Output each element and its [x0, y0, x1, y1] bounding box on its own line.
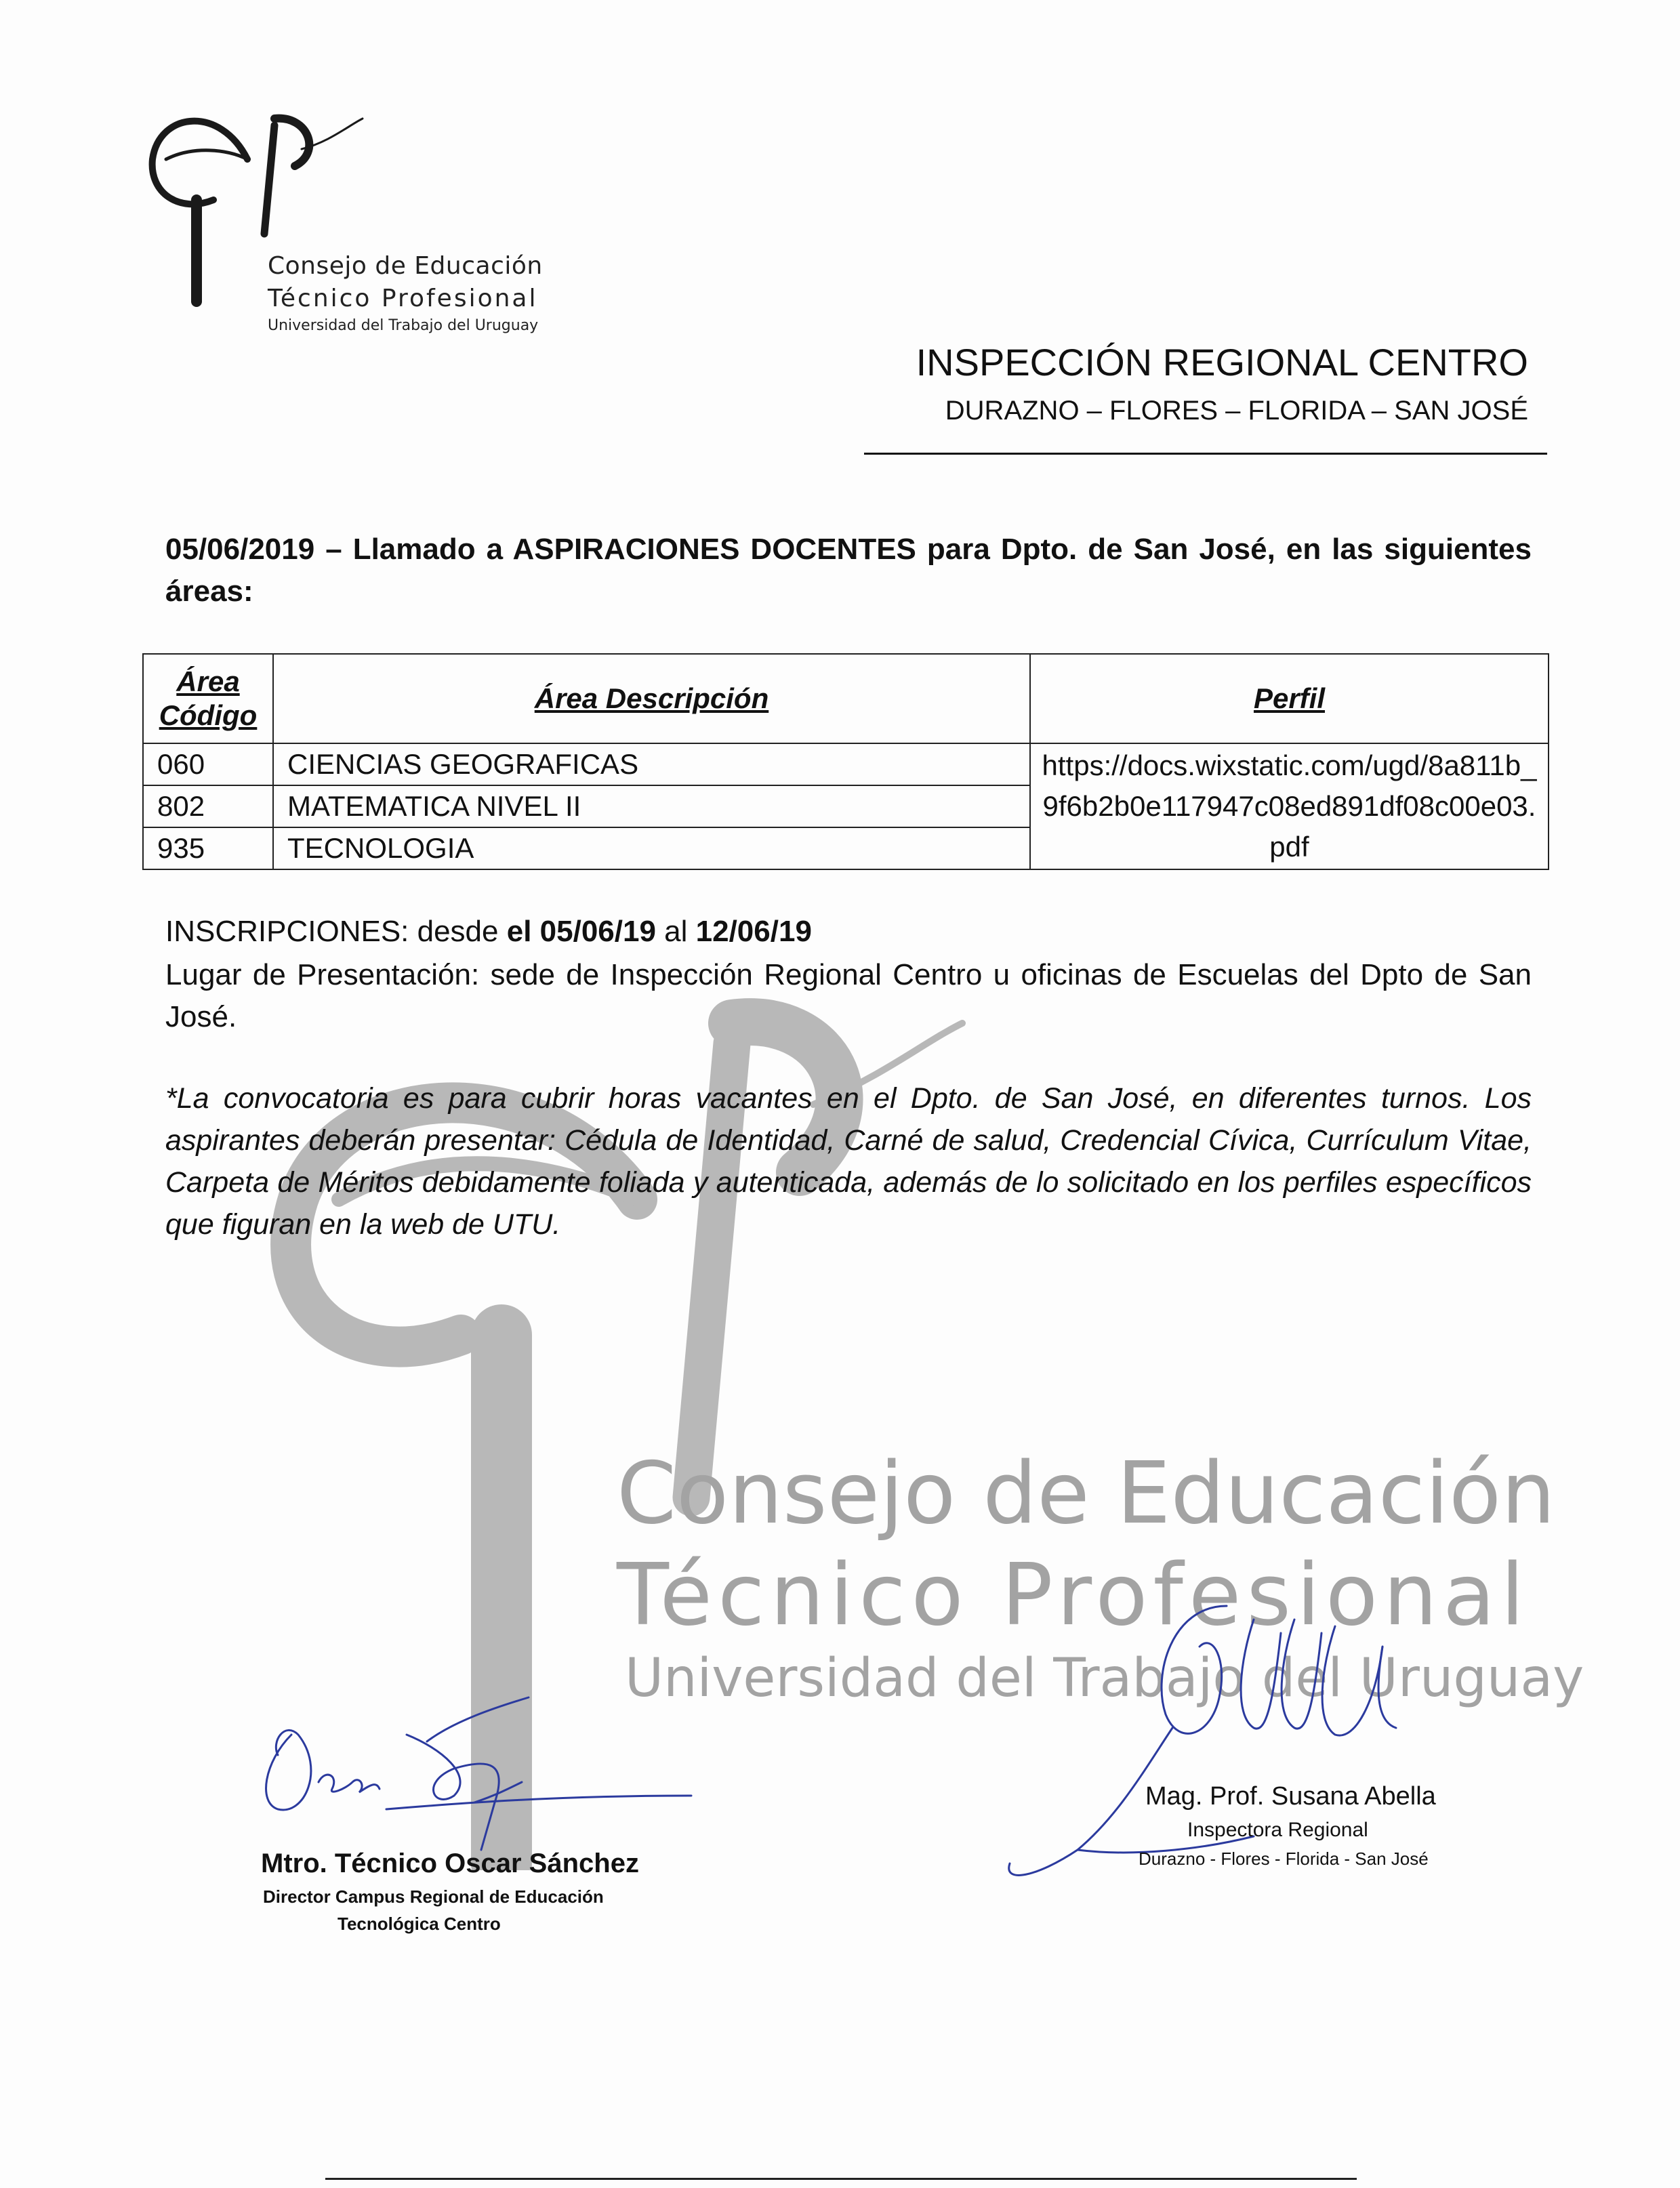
watermark-line-1: Consejo de Educación [617, 1443, 1555, 1543]
inscripciones-to-date: 12/06/19 [695, 915, 812, 948]
header-divider [864, 453, 1547, 455]
signer-right-name: Mag. Prof. Susana Abella [1145, 1782, 1436, 1811]
logo-org-line-2: Técnico Profesional [268, 285, 538, 312]
signer-left-role-line-1: Director Campus Regional de Educación [263, 1886, 604, 1907]
column-header-perfil: Perfil [1030, 654, 1549, 743]
cell-codigo: 802 [143, 785, 273, 827]
logo-org-line-3: Universidad del Trabajo del Uruguay [268, 317, 539, 334]
cell-codigo: 935 [143, 827, 273, 869]
column-header-descripcion: Área Descripción [273, 654, 1030, 743]
inspection-subtitle: DURAZNO – FLORES – FLORIDA – SAN JOSÉ [945, 396, 1528, 426]
footer-divider [325, 2178, 1357, 2180]
logo-org-line-1: Consejo de Educación [268, 252, 543, 280]
watermark-line-2: Técnico Profesional [617, 1545, 1530, 1645]
signer-left-name: Mtro. Técnico Oscar Sánchez [261, 1849, 639, 1878]
inscripciones-line [165, 915, 812, 949]
column-header-codigo-line-1: Área [176, 665, 240, 697]
cell-descripcion: TECNOLOGIA [273, 827, 1030, 869]
watermark-line-3: Universidad del Trabajo del Uruguay [625, 1648, 1584, 1709]
table-header-row [143, 654, 1549, 743]
column-header-codigo [143, 654, 273, 743]
cell-descripcion: MATEMATICA NIVEL II [273, 785, 1030, 827]
cell-descripcion: CIENCIAS GEOGRAFICAS [273, 743, 1030, 785]
signer-right-region: Durazno - Flores - Florida - San José [1139, 1849, 1429, 1869]
column-header-codigo-line-2: Código [159, 699, 258, 731]
signer-right-role: Inspectora Regional [1187, 1819, 1368, 1841]
perfil-link[interactable]: https://docs.wixstatic.com/ugd/8a811b_9f6b2b0e117947c08ed891df08c00e03.pdf [1030, 743, 1549, 869]
lugar-presentacion: Lugar de Presentación: sede de Inspección Regional Centro u oficinas de Escuelas del Dpto de San José. [165, 958, 1532, 1033]
cell-codigo: 060 [143, 743, 273, 785]
signer-left-role-line-2: Tecnológica Centro [337, 1914, 501, 1934]
areas-table [142, 653, 1549, 870]
convocatoria-note: *La convocatoria es para cubrir horas vacantes en el Dpto. de San José, en diferentes turnos. Los aspirantes deberán presentar: Cédula de Identidad, Carné de salud, Credencial Cívica, Currículum Vitae, Carpeta de Méritos debidamente foliada y autenticada, además de lo solicitado en los perfiles específicos que figuran en la web de UTU. [165, 1082, 1532, 1241]
signature-left-icon [251, 1694, 725, 1857]
inscripciones-al: al [655, 915, 696, 948]
announcement-heading: 05/06/2019 – Llamado a ASPIRACIONES DOCENTES para Dpto. de San José, en las siguientes áreas: [165, 533, 1532, 608]
table-row [143, 743, 1549, 785]
inspection-title: INSPECCIÓN REGIONAL CENTRO [916, 341, 1528, 384]
inscripciones-label: INSCRIPCIONES: desde [165, 915, 507, 948]
inscripciones-el: el [506, 915, 540, 948]
inscripciones-from-date: 05/06/19 [539, 915, 656, 948]
